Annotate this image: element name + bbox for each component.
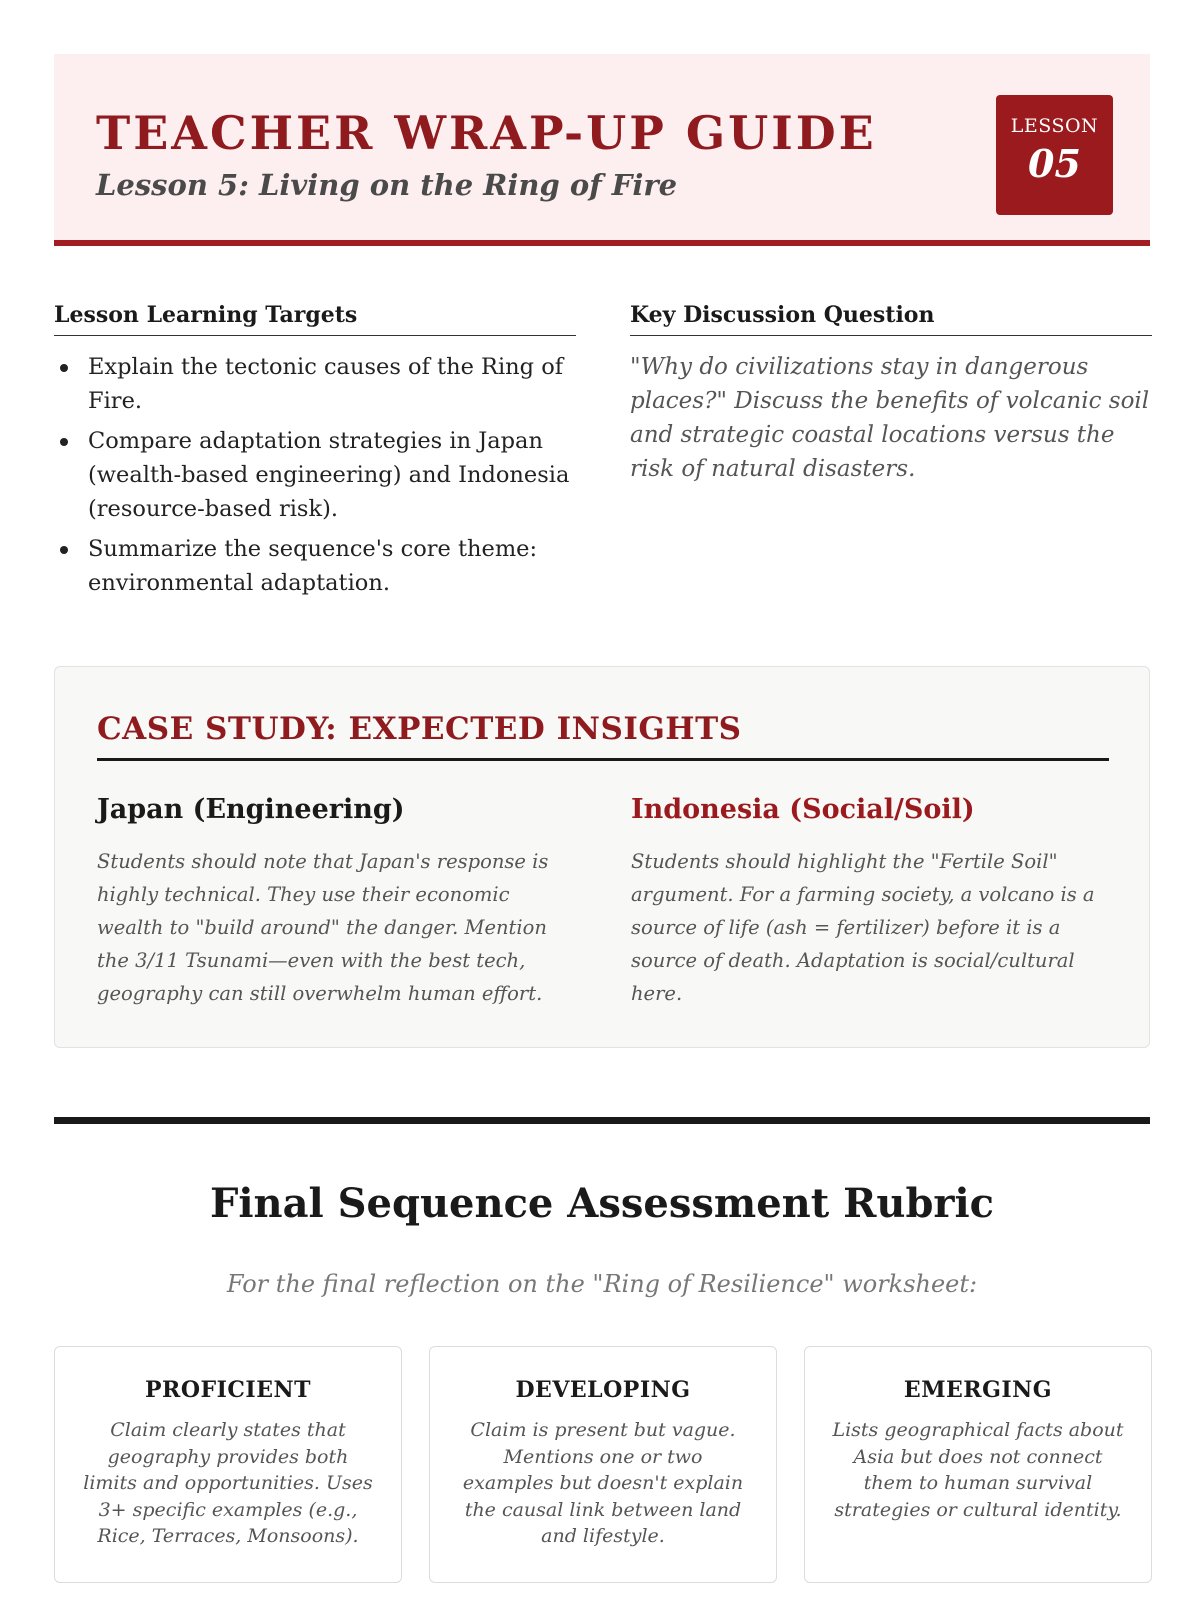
- case-study-title: CASE STUDY: EXPECTED INSIGHTS: [97, 711, 1109, 761]
- indonesia-text: Students should highlight the "Fertile Soil" argument. For a farming society, a volcano is a source of life (ash = fertilizer) before it is a source of death. Adaptation is social/cultural here.: [631, 850, 1095, 1005]
- discussion-question-text: "Why do civilizations stay in dangerous places?" Discuss the benefits of volcanic soil and strategic coastal locations versus the risk of natural disasters.: [630, 354, 1150, 482]
- rubric-level-description: Claim is present but vague. Mentions one or two examples but doesn't explain the causal link between land and lifestyle.: [462, 1419, 744, 1547]
- rubric-card-proficient: [54, 1346, 402, 1583]
- rubric-level-description: Claim clearly states that geography provides both limits and opportunities. Uses 3+ specific examples (e.g., Rice, Terraces, Monsoons).: [83, 1419, 373, 1547]
- learning-targets-heading: Lesson Learning Targets: [54, 300, 576, 336]
- bullet-icon: [60, 438, 68, 446]
- indonesia-heading: Indonesia (Social/Soil): [631, 794, 975, 825]
- bullet-icon: [60, 364, 68, 372]
- japan-text: Students should note that Japan's response is highly technical. They use their economic wealth to "build around" the danger. Mention the 3/11 Tsunami—even with the best tech, geography can still overwhelm human effort.: [97, 850, 549, 1005]
- rubric-card-emerging: [804, 1346, 1152, 1583]
- lesson-subtitle: Lesson 5: Living on the Ring of Fire: [96, 168, 678, 202]
- rubric-level-name: PROFICIENT: [145, 1377, 311, 1403]
- rubric-card-developing: [429, 1346, 777, 1583]
- page-header: [54, 54, 1150, 246]
- page-title: TEACHER WRAP-UP GUIDE: [96, 106, 877, 160]
- japan-heading: Japan (Engineering): [97, 794, 405, 825]
- learning-targets-list: [54, 350, 576, 606]
- case-study-box: [54, 666, 1150, 1048]
- bullet-icon: [60, 546, 68, 554]
- list-item: [54, 532, 576, 600]
- target-text: Explain the tectonic causes of the Ring of Fire.: [88, 354, 564, 414]
- target-text: Compare adaptation strategies in Japan (wealth-based engineering) and Indonesia (resource-based risk).: [88, 428, 570, 522]
- lesson-badge-label: LESSON: [1010, 115, 1099, 137]
- rubric-subtitle: For the final reflection on the "Ring of Resilience" worksheet:: [226, 1270, 978, 1298]
- rubric-level-name: DEVELOPING: [515, 1377, 691, 1403]
- rubric-title: Final Sequence Assessment Rubric: [209, 1180, 995, 1227]
- rubric-level-description: Lists geographical facts about Asia but does not connect them to human survival strategies or cultural identity.: [832, 1419, 1124, 1521]
- target-text: Summarize the sequence's core theme: environmental adaptation.: [88, 536, 538, 596]
- discussion-question-heading: Key Discussion Question: [630, 300, 1152, 336]
- lesson-badge: [996, 95, 1113, 215]
- section-divider: [54, 1117, 1150, 1124]
- list-item: [54, 424, 576, 526]
- list-item: [54, 350, 576, 418]
- lesson-badge-number: 05: [1028, 141, 1081, 186]
- rubric-level-name: EMERGING: [903, 1377, 1053, 1403]
